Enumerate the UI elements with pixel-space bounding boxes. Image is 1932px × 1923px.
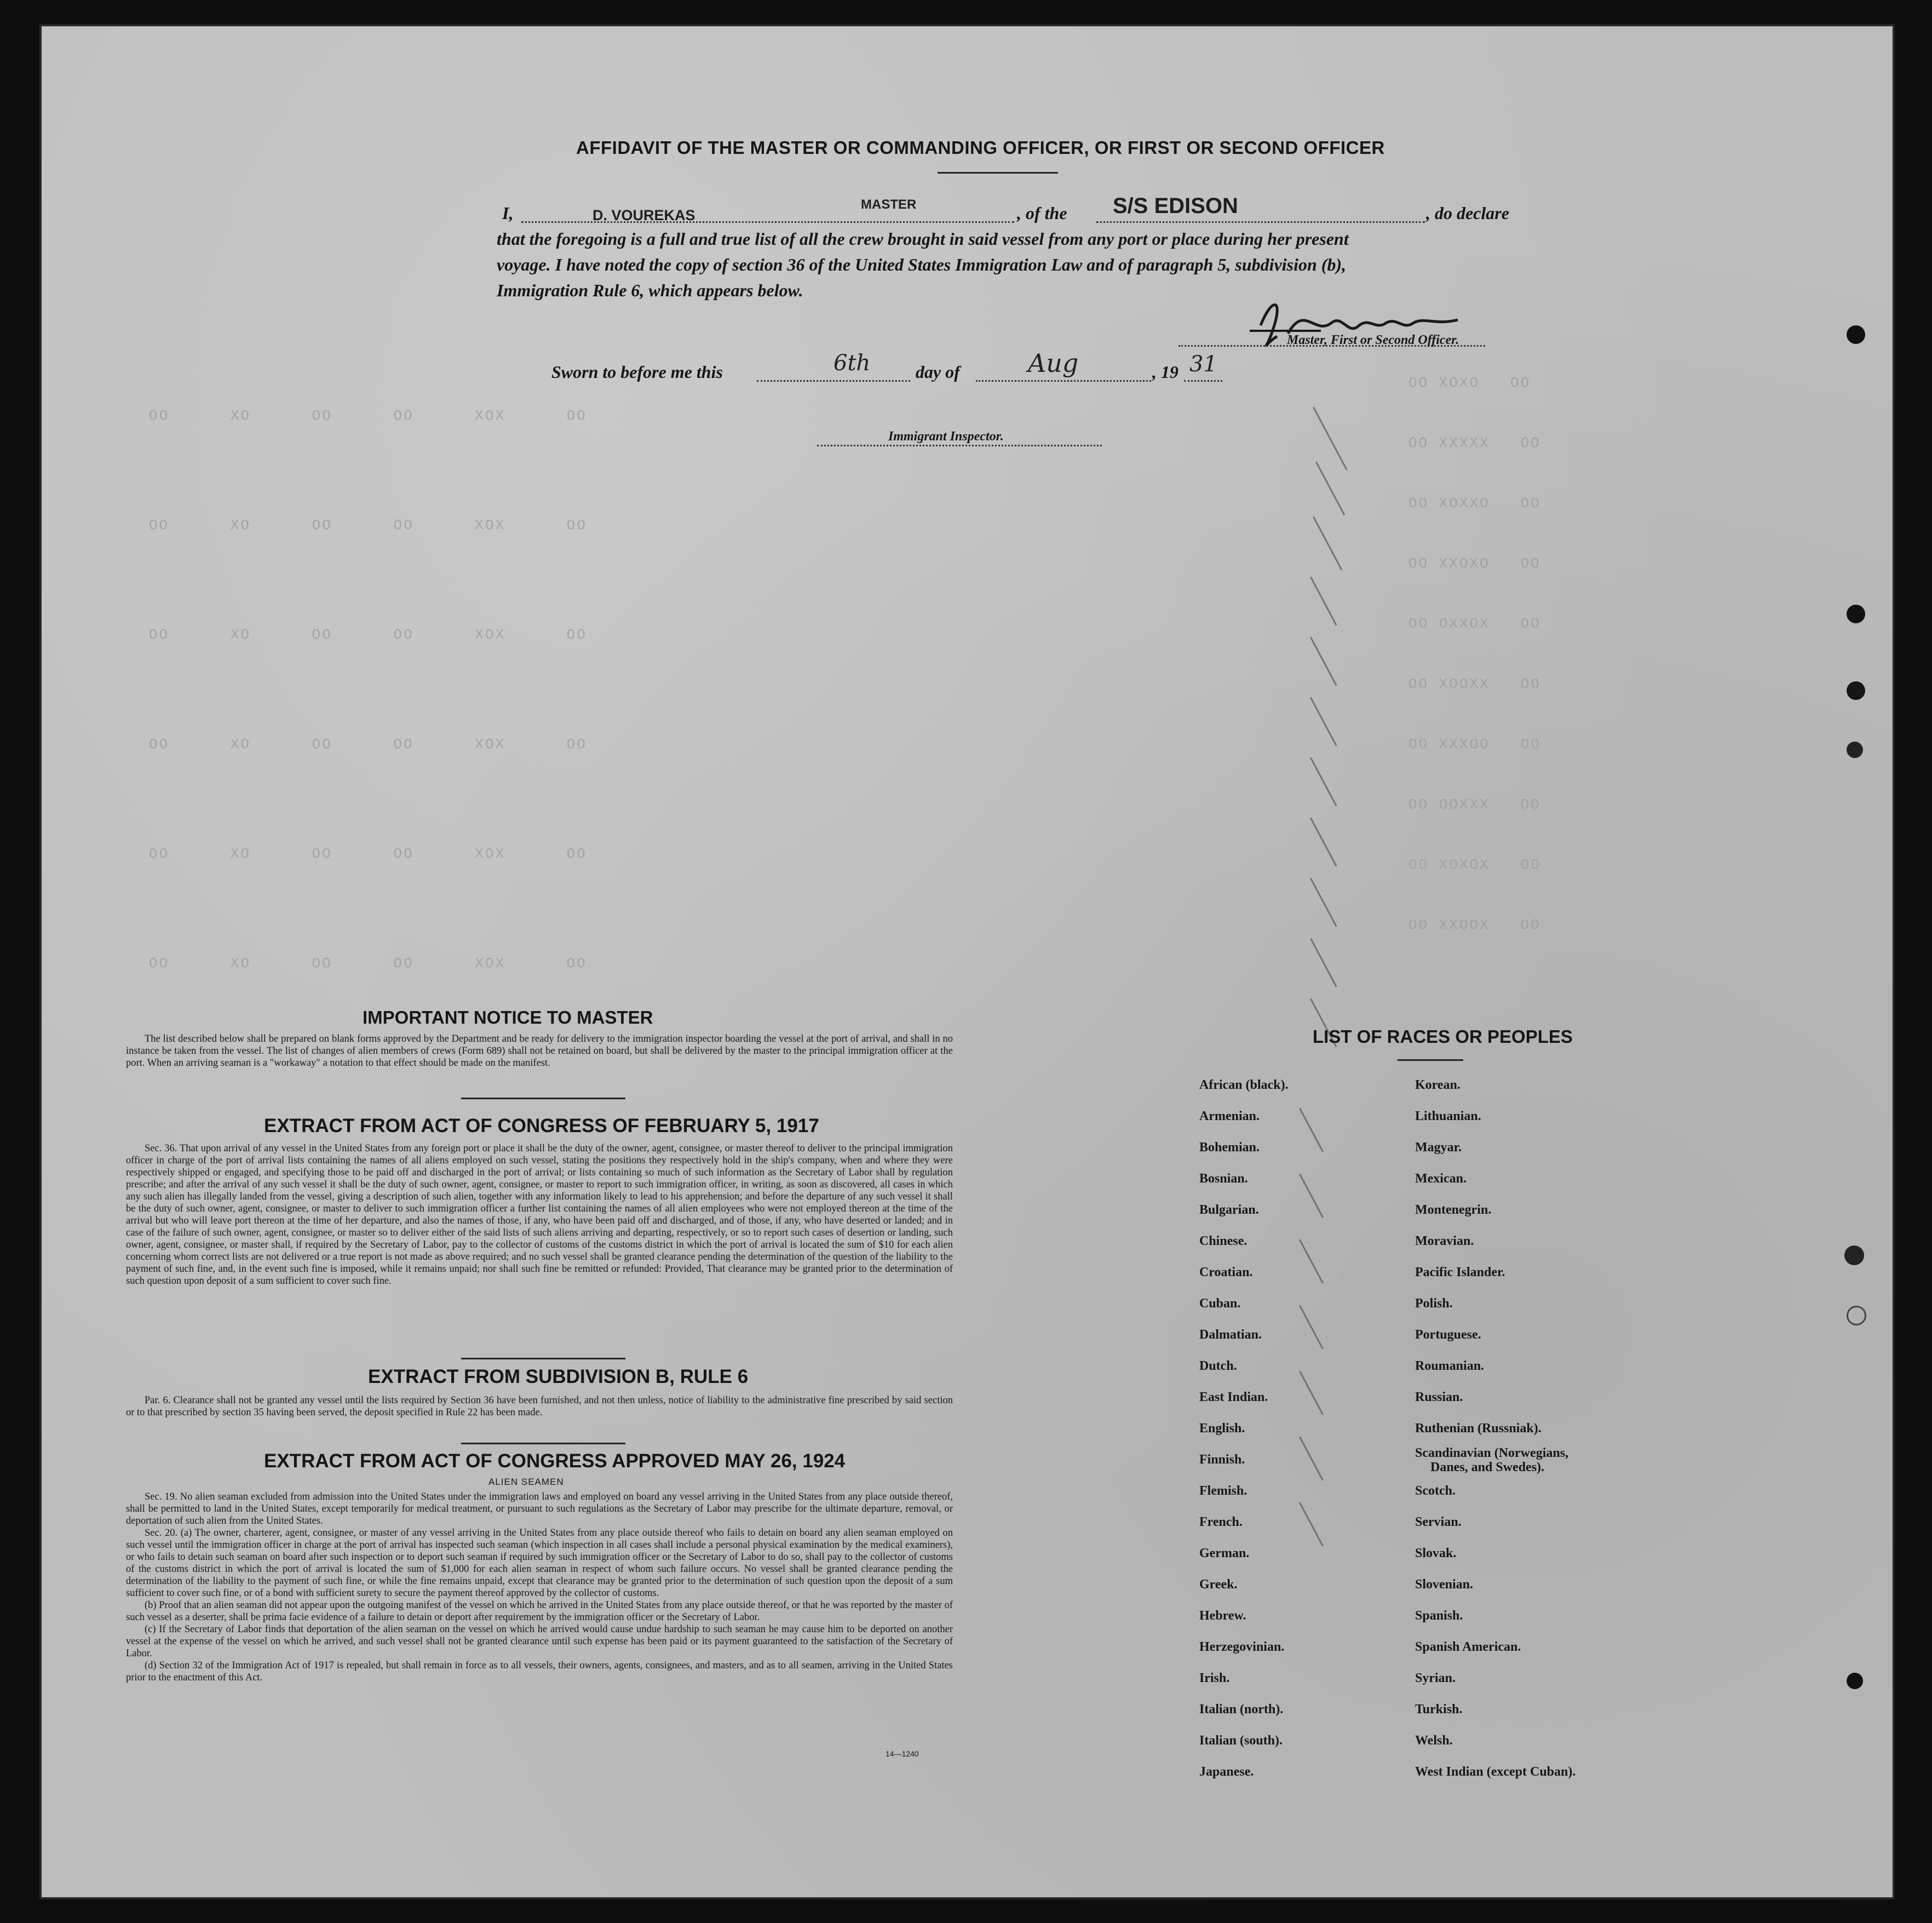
extract-1924-body [126,1491,953,1684]
race-item: Greek. [1199,1577,1238,1592]
vessel-rule [1096,221,1425,223]
vessel-name: S/S EDISON [1113,194,1238,218]
do-declare-label: , do declare [1426,203,1509,223]
race-item: Polish. [1415,1296,1453,1311]
race-item: Pacific Islander. [1415,1265,1505,1279]
race-item: English. [1199,1421,1245,1436]
notice-body [126,1033,953,1069]
notice-paragraph: The list described below shall be prepared on blank forms approved by the Department and be ready for delivery to the immigration inspector boarding the vessel at the port of arrival, and shall in no instance be taken from the vessel. The list of changes of alien members of crews (Form 689) shall not be retained on board, but shall be delivered by the master to the principal immigration officer at the port. When an arriving seaman is a "workaway" a notation to that effect should be made on the manifest. [126,1034,953,1069]
race-item: Roumanian. [1415,1359,1485,1373]
race-item: Slovak. [1415,1546,1457,1560]
race-item: Italian (south). [1199,1733,1283,1748]
sworn-day: 6th [833,351,871,376]
affidavit-line-2: that the foregoing is a full and true list of all the crew brought in said vessel from any port or place during her present [497,229,1349,249]
race-item: Italian (north). [1199,1702,1284,1717]
section-20c-paragraph: (c) If the Secretary of Labor finds that deportation of the alien seaman on the vessel on which he arrived would cause undue hardship to such seaman he may cause him to be deported on another vessel at the expense of the vessel on which he arrived, and such vessel shall not be granted clearance until such expense has been paid or its payment guaranteed to the satisfaction of the Secretary of Labor. [126,1624,953,1659]
race-item: Ruthenian (Russniak). [1415,1421,1542,1436]
race-item: Magyar. [1415,1140,1462,1155]
rule-6-paragraph: Par. 6. Clearance shall not be granted any vessel until the lists required by Section 36 have been furnished, and not then unless, notice of liability to the administrative fine prescribed by said section or to that prescribed by section 35 having been served, the deposit specified in Rule 22 has been made. [126,1395,953,1418]
year-prefix: , 19 [1152,362,1178,382]
month-rule [976,380,1151,382]
affidavit-title: AFFIDAVIT OF THE MASTER OR COMMANDING OFFICER, OR FIRST OR SECOND OFFICER [576,137,1385,158]
race-item: French. [1199,1515,1243,1529]
rule-6-divider [461,1443,625,1444]
race-item: Slovenian. [1415,1577,1474,1592]
race-item: Armenian. [1199,1109,1260,1123]
race-item: Servian. [1415,1515,1462,1529]
race-item: Cuban. [1199,1296,1241,1311]
race-item: Finnish. [1199,1453,1245,1467]
race-item: Moravian. [1415,1234,1474,1248]
race-item: Herzegovinian. [1199,1640,1285,1654]
affidavit-line-4: Immigration Rule 6, which appears below. [497,280,803,300]
year-rule [1184,380,1222,382]
section-20d-paragraph: (d) Section 32 of the Immigration Act of 1917 is repealed, but shall remain in force as to all vessels, their owners, agents, consignees, and masters, and as to all seamen, arriving in the United States prior to the enactment of this Act. [126,1660,953,1683]
race-item: East Indian. [1199,1390,1268,1404]
sworn-label: Sworn to before me this [551,362,723,382]
of-the-label: , of the [1017,203,1067,223]
affidavit-line-3: voyage. I have noted the copy of section 36 of the United States Immigration Law and of paragraph 5, subdivision (b), [497,255,1347,274]
rule-6-body [126,1394,953,1419]
race-item: Spanish American. [1415,1640,1521,1654]
day-of-label: day of [916,362,960,382]
section-20b-paragraph: (b) Proof that an alien seaman did not appear upon the outgoing manifest of the vessel on which he arrived in the United States from any place outside thereof, or that he was reported by the master of such vessel as a deserter, shall be prima facie evidence of a failure to detain or deport after requirement by the immigration officer or the Secretary of Labor. [126,1600,953,1623]
race-item: Welsh. [1415,1733,1453,1748]
document-page: ΟΟ ΧΟΧΟ ΟΟ ΟΟ ΧΧΧΧΧ ΟΟ ΟΟ ΧΟΧΧΟ ΟΟ ΟΟ ΧΧΟΧΟ ΟΟ ΟΟ ΟΧΧΟΧ ΟΟ ΟΟ ΧΟΟΧΧ ΟΟ ΟΟ ΧΧΧΟΟ ΟΟ ΟΟ ΟΟΧΧΧ ΟΟ ΟΟ ΧΟΧΟΧ ΟΟ ΟΟ ΧΧΟΟΧ ΟΟ ΟΟ ΧΟ ΟΟ ΟΟ ΧΟΧ ΟΟ ΟΟ ΧΟ ΟΟ ΟΟ ΧΟΧ ΟΟ ΟΟ ΧΟ ΟΟ ΟΟ ΧΟΧ ΟΟ ΟΟ ΧΟ ΟΟ ΟΟ ΧΟΧ ΟΟ ΟΟ ΧΟ ΟΟ ΟΟ ΧΟΧ ΟΟ ΟΟ ΧΟ ΟΟ ΟΟ ΧΟΧ ΟΟ AFFIDAVIT OF THE MASTER OR COMMANDING OFFICER, OR FIRST OR SECOND OFFICER I, D. VOUREKAS MASTER , of the S/S EDISON , do declare that the foregoing is a full and true list of all the crew brought in said vessel from any port or place during her present voyage. I have noted the copy of section 36 of the United States Immigration Law and of paragraph 5, subdivision (b), Immigration Rule 6, which appears below. Master, First or Second Officer. Sworn to before me this 6th day of Aug , 19 31 Immigrant Inspector. IMPORTANT NOTICE TO MASTER The list described below shall be prepared on blank forms approved by the Department and be ready for delivery to the immigration inspector boarding the vessel at the port of arrival, and shall in no instance be taken from the vessel. The list of changes of alien members of crews (Form 689) shall not be retained on board, but shall be delivered by the master to the principal immigration officer at the port. When an arriving seaman is a "workaway" a notation to that effect should be made on the manifest. EXTRACT FROM ACT OF CONGRESS OF FEBRUARY 5, 1917 Sec. 36. That upon arrival of any vessel in the United States from any foreign port or place it shall be the duty of the owner, agent, consignee, or master thereof to deliver to the principal immigration officer in charge of the port of arrival lists containing the names of all aliens employed on such vessel, stating the positions they respectively hold in the ship's company, when and where they were respectively shipped or engaged, and specifying those to be paid off and discharged in the port of arrival; or lists containing so much of such information as the Secretary of Labor shall by regulation prescribe; and after the arrival of any such vessel it shall be the duty of such owner, agent, consignee, or master to report to such immigration officer, in writing, as soon as discovered, all cases in which any such alien has illegally landed from the vessel, giving a description of such alien, together with any information likely to lead to his apprehension; and before the departure of any such vessel it shall be the duty of such owner, agent, consignee, or master to deliver to such immigration officer a further list containing the names of all alien employees who were not employed thereon at the time of the arrival but who will leave port thereon at the time of her departure, and also the names of those, if any, who have been paid off and discharged, and of those, if any, who have deserted or landed; and in case of the failure of such owner, agent, consignee, or master so to deliver either of the said lists of such aliens arriving and departing, respectively, or so to report such cases of desertion or landing, such owner, agent, consignee, or master shall, if required by the Secretary of Labor, pay to the collector of customs of the customs district in which the port of arrival is located the sum of $10 for each alien concerning whom correct lists are not delivered or a true report is not made as above required; and no such vessel shall be granted clearance pending the determination of the question of the liability to the payment of such fine, and, in the event such fine is imposed, while it remains unpaid; nor shall such fine be remitted or refunded: Provided, That clearance may be granted prior to the determination of such question upon deposit of a sum sufficient to cover such fine. EXTRACT FROM SUBDIVISION B, RULE 6 Par. 6. Clearance shall not be granted any vessel until the lists required by Section 36 have been furnished, and not then unless, notice of liability to the administrative fine prescribed by said section or to that prescribed by section 35 having been served, the deposit specified in Rule 22 has been made. EXTRACT FROM ACT OF CONGRESS APPROVED MAY 26, 1924 ALIEN SEAMEN Sec. 19. No alien seaman excluded from admission into the United States under the immigration laws and employed on board any vessel arriving in the United States from any place outside thereof, shall be permitted to land in the United States, except temporarily for medical treatment, or pursuant to such regulations as the Secretary of Labor may prescribe for the ultimate departure, removal, or deportation of such alien from the United States. Sec. 20. (a) The owner, charterer, agent, consignee, or master of any vessel arriving in the United States from any place outside thereof who fails to detain on board any alien seaman employed on such vessel until the immigration officer in charge at the port of arrival has inspected such seaman (which inspection in all cases shall include a personal physical examination by the medical examiners), or who fails to detain such seaman on board after such inspection or to deport such seaman if required by such immigration officer or the Secretary of Labor to do so, shall pay to the collector of customs of the customs district in which the port of arrival is located the sum of $1,000 for each alien seaman in respect of whom such failure occurs. No vessel shall be granted clearance pending the determination of the liability to the payment of such fine, or while the fine remains unpaid, except that clearance may be granted prior to the determination of such question upon the deposit of a sum sufficient to cover such fine, or of a bond with sufficient surety to secure the payment thereof approved by the collector of customs. (b) Proof that an alien seaman did not appear upon the outgoing manifest of the vessel on which he arrived in the United States from any place outside thereof, or that he was reported by the master of such vessel as a deserter, shall be prima facie evidence of a failure to detain or deport after requirement by the immigration officer or the Secretary of Labor. (c) If the Secretary of Labor finds that deportation of the alien seaman on the vessel on which he arrived would cause undue hardship to such seaman he may cause him to be deported on another vessel at the expense of the vessel on which he arrived, and such vessel shall not be granted clearance until such expense has been paid or its payment guaranteed to the satisfaction of the Secretary of Labor. (d) Section 32 of the Immigration Act of 1917 is repealed, but shall remain in force as to all vessels, their owners, agents, consignees, and masters, and as to all seamen, arriving in the United States prior to the enactment of this Act. 14—1240 LIST OF RACES OR PEOPLES African (black). Armenian. Bohemian. Bosnian. Bulgarian. Chinese. Croatian. Cuban. Dalmatian. Dutch. East Indian. English. Finnish. Flemish. French. German. Greek. Hebrew. Herzegovinian. Irish. Italian (north). Italian (south). Japanese. Korean. Lithuanian. Magyar. Mexican. Montenegrin. Moravian. Pacific Islander. Polish. Portuguese. Roumanian. Russian. Ruthenian (Russniak). Scandinavian (Norwegians, Danes, and Swedes). Scotch. Servian. Slovak. Slovenian. Spanish. Spanish American. Syrian. Turkish. Welsh. West Indian (except Cuban). [39,24,1895,1899]
race-item: Irish. [1199,1671,1230,1685]
signature-caption: Master, First or Second Officer. [1287,333,1459,347]
section-20a-paragraph: Sec. 20. (a) The owner, charterer, agent, consignee, or master of any vessel arriving in the United States from any place outside thereof who fails to detain on board any alien seaman employed on such vessel until the immigration officer in charge at the port of arrival has inspected such seaman (which inspection in all cases shall include a personal physical examination by the medical examiners), or who fails to detain such seaman on board after such inspection or to deport such seaman if required by such immigration officer or the Secretary of Labor to do so, shall pay to the collector of customs of the customs district in which the port of arrival is located the sum of $1,000 for each alien seaman in respect of whom such failure occurs. No vessel shall be granted clearance pending the determination of the liability to the payment of such fine, or while the fine remains unpaid, except that clearance may be granted prior to the determination of such question upon the deposit of a sum sufficient to cover such fine, or of a bond with sufficient surety to secure the payment thereof approved by the collector of customs. [126,1528,953,1599]
extract-1917-body [126,1143,953,1287]
extract-1917-divider [461,1358,625,1359]
race-item: Dutch. [1199,1359,1237,1373]
day-rule [757,380,910,382]
races-divider [1398,1059,1463,1061]
race-item: Danes, and Swedes). [1430,1460,1545,1474]
alien-seamen-subtitle: ALIEN SEAMEN [488,1477,564,1487]
race-item: Scandinavian (Norwegians, [1415,1446,1569,1460]
sworn-month: Aug [1028,348,1079,378]
notice-title: IMPORTANT NOTICE TO MASTER [363,1007,653,1027]
races-title: LIST OF RACES OR PEOPLES [1313,1026,1573,1047]
extract-1917-title: EXTRACT FROM ACT OF CONGRESS OF FEBRUARY 5, 1917 [264,1115,819,1136]
race-item: German. [1199,1546,1250,1560]
sworn-year: 31 [1189,352,1217,377]
race-item: Japanese. [1199,1765,1254,1779]
race-item: Spanish. [1415,1609,1463,1623]
race-item: Scotch. [1415,1484,1456,1498]
race-item: Dalmatian. [1199,1328,1262,1342]
race-item: Bosnian. [1199,1172,1248,1186]
section-19-paragraph: Sec. 19. No alien seaman excluded from admission into the United States under the immigration laws and employed on board any vessel arriving in the United States from any place outside thereof, shall be permitted to land in the United States, except temporarily for medical treatment, or pursuant to such regulations as the Secretary of Labor may prescribe for the ultimate departure, removal, or deportation of such alien from the United States. [126,1491,953,1526]
race-item: Syrian. [1415,1671,1456,1685]
affidavit-i-label: I, [502,203,514,223]
race-item: Russian. [1415,1390,1463,1404]
master-rank: MASTER [861,197,917,212]
race-item: Bohemian. [1199,1140,1260,1155]
master-name: D. VOUREKAS [593,207,695,223]
inspector-label: Immigrant Inspector. [888,429,1004,444]
extract-1924-title: EXTRACT FROM ACT OF CONGRESS APPROVED MAY 26, 1924 [264,1450,846,1472]
race-item: Flemish. [1199,1484,1247,1498]
race-item: Turkish. [1415,1702,1463,1717]
race-item: Lithuanian. [1415,1109,1481,1123]
race-item: Montenegrin. [1415,1203,1492,1217]
race-item: Korean. [1415,1078,1461,1092]
race-item: Mexican. [1415,1172,1467,1186]
rule-6-title: EXTRACT FROM SUBDIVISION B, RULE 6 [368,1366,749,1387]
inspector-rule [817,445,1102,446]
section-36-paragraph: Sec. 36. That upon arrival of any vessel in the United States from any foreign port or place it shall be the duty of the owner, agent, consignee, or master thereof to deliver to the principal immigration officer in charge of the port of arrival lists containing the names of all aliens employed on such vessel, stating the positions they respectively hold in the ship's company, when and where they were respectively shipped or engaged, and specifying those to be paid off and discharged in the port of arrival; or lists containing so much of such information as the Secretary of Labor shall by regulation prescribe; and after the arrival of any such vessel it shall be the duty of such owner, agent, consignee, or master to report to such immigration officer, in writing, as soon as discovered, all cases in which any such alien has illegally landed from the vessel, giving a description of such alien, together with any information likely to lead to his apprehension; and before the departure of any such vessel it shall be the duty of such owner, agent, consignee, or master to deliver to such immigration officer a further list containing the names of all alien employees who were not employed thereon at the time of the arrival but who will leave port thereon at the time of her departure, and also the names of those, if any, who have been paid off and discharged, and of those, if any, who have deserted or landed; and in case of the failure of such owner, agent, consignee, or master so to deliver either of the said lists of such aliens arriving and departing, respectively, or so to report such cases of desertion or landing, such owner, agent, consignee, or master shall, if required by the Secretary of Labor, pay to the collector of customs of the customs district in which the port of arrival is located the sum of $10 for each alien concerning whom correct lists are not delivered or a true report is not made as above required; and no such vessel shall be granted clearance pending the determination of the question of the liability to the payment of such fine, and, in the event such fine is imposed, while it remains unpaid; nor shall such fine be remitted or refunded: Provided, That clearance may be granted prior to the determination of such question upon deposit of a sum sufficient to cover such fine. [126,1143,953,1287]
race-item: Croatian. [1199,1265,1253,1279]
race-item: Chinese. [1199,1234,1247,1248]
race-item: African (black). [1199,1078,1289,1092]
notice-divider [461,1098,625,1099]
race-item: Bulgarian. [1199,1203,1259,1217]
form-number: 14—1240 [886,1749,919,1758]
race-item: Portuguese. [1415,1328,1481,1342]
title-divider [938,172,1058,174]
race-item: West Indian (except Cuban). [1415,1765,1576,1779]
race-item: Hebrew. [1199,1609,1246,1623]
